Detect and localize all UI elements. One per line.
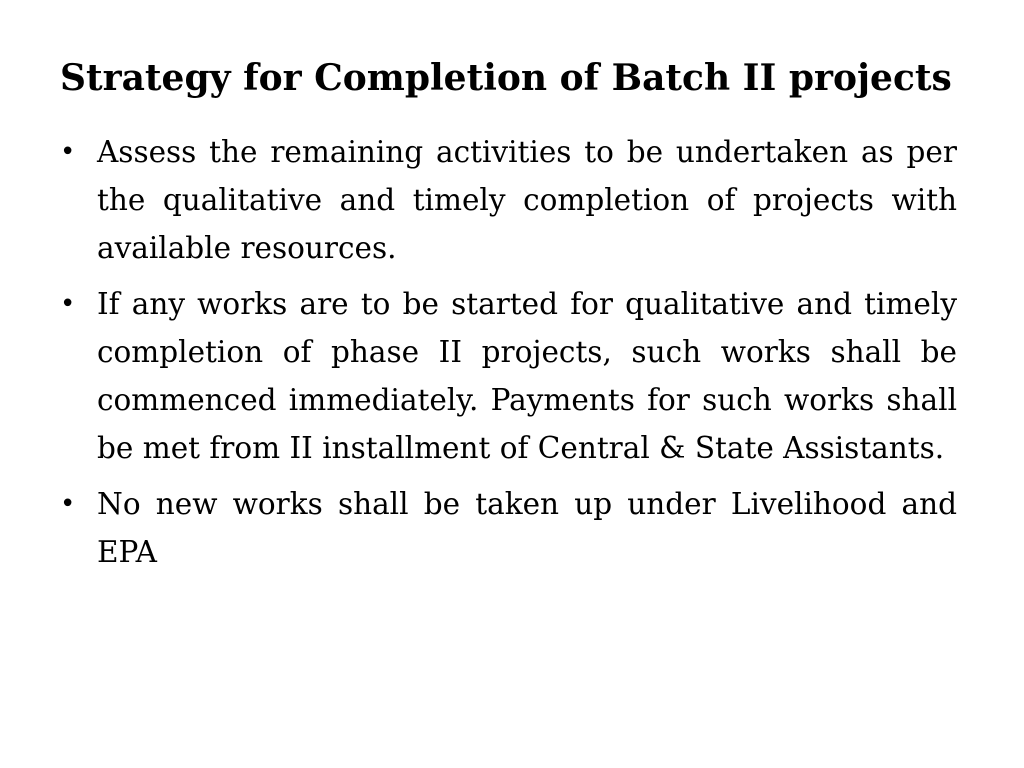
bullet-text: If any works are to be started for qualitative and timely completion of phase II projects, such works shall be commenced immediately. Payments for such works shall be met from II installment of Central & State Assistants. (97, 287, 957, 465)
slide-title: Strategy for Completion of Batch II projects (60, 57, 952, 99)
bullet-list (60, 128, 957, 584)
bullet-item (60, 480, 957, 576)
bullet-icon: • (60, 489, 76, 519)
bullet-text: No new works shall be taken up under Livelihood and EPA (97, 487, 957, 569)
bullet-item (60, 128, 957, 272)
bullet-text: Assess the remaining activities to be undertaken as per the qualitative and timely completion of projects with available resources. (97, 135, 957, 265)
bullet-icon: • (60, 137, 76, 167)
bullet-item (60, 280, 957, 472)
bullet-icon: • (60, 289, 76, 319)
